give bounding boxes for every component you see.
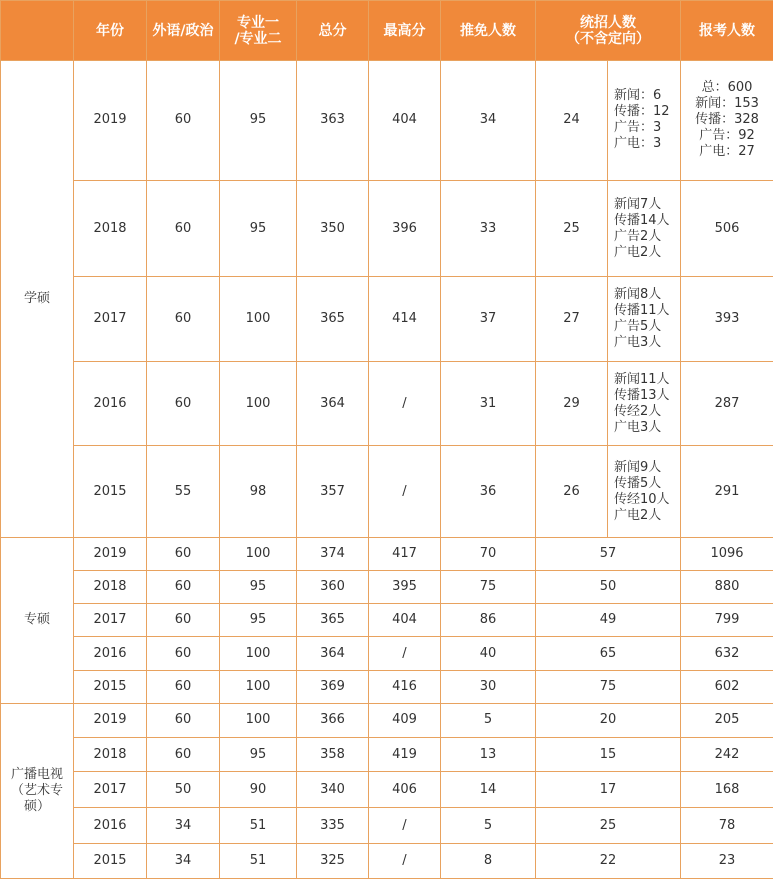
- cell-year: 2019: [74, 537, 147, 570]
- split-line: 新闻8人: [614, 287, 662, 303]
- cell-applicants: 287: [681, 361, 773, 446]
- cell-unified: 17: [536, 772, 681, 808]
- cell-unified: 75: [536, 670, 681, 703]
- cell-exempt: 40: [441, 637, 536, 670]
- header-unified: [536, 1, 681, 61]
- cell-unified: 29: [536, 361, 608, 446]
- cell-major: 100: [220, 361, 297, 446]
- header-row: [1, 1, 773, 61]
- cell-total: 366: [297, 703, 369, 737]
- split-line: 传播：12: [614, 104, 670, 120]
- cell-split: [608, 180, 681, 277]
- cell-total: 369: [297, 670, 369, 703]
- cell-applicants: 602: [681, 670, 773, 703]
- cell-lang: 60: [147, 637, 220, 670]
- cell-major: 98: [220, 446, 297, 538]
- applicants-line: 广电：27: [699, 144, 755, 160]
- header-total: 总分: [297, 1, 369, 61]
- cell-major: 100: [220, 703, 297, 737]
- cell-applicants: 291: [681, 446, 773, 538]
- split-line: 广电2人: [614, 244, 662, 260]
- split-line: 新闻9人: [614, 459, 662, 475]
- cell-applicants: 205: [681, 703, 773, 737]
- cell-lang: 60: [147, 361, 220, 446]
- split-line: 广告：3: [614, 120, 662, 136]
- cell-highest: /: [369, 637, 441, 670]
- cell-total: 335: [297, 808, 369, 843]
- cell-total: 325: [297, 843, 369, 878]
- cell-exempt: 14: [441, 772, 536, 808]
- cell-total: 340: [297, 772, 369, 808]
- group-label-line: （艺术专: [10, 782, 63, 798]
- cell-total: 363: [297, 61, 369, 181]
- cell-lang: 60: [147, 703, 220, 737]
- cell-applicants: 1096: [681, 537, 773, 570]
- cell-major: 100: [220, 537, 297, 570]
- cell-split: [608, 277, 681, 362]
- applicants-line: 广告：92: [699, 128, 755, 144]
- cell-highest: 404: [369, 61, 441, 181]
- cell-applicants: 393: [681, 277, 773, 362]
- cell-lang: 60: [147, 604, 220, 637]
- header-highest: 最高分: [369, 1, 441, 61]
- cell-lang: 34: [147, 808, 220, 843]
- cell-year: 2015: [74, 446, 147, 538]
- cell-exempt: 30: [441, 670, 536, 703]
- header-blank: [1, 1, 74, 61]
- table-row: [1, 277, 773, 362]
- split-line: 广告5人: [614, 319, 662, 335]
- cell-major: 95: [220, 738, 297, 772]
- cell-year: 2018: [74, 571, 147, 604]
- cell-unified: 27: [536, 277, 608, 362]
- split-line: 广告2人: [614, 228, 662, 244]
- split-line: 传播11人: [614, 303, 670, 319]
- cell-lang: 60: [147, 738, 220, 772]
- table-row: [1, 670, 773, 703]
- split-line: 传播5人: [614, 475, 662, 491]
- header-major: [220, 1, 297, 61]
- cell-exempt: 75: [441, 571, 536, 604]
- cell-lang: 55: [147, 446, 220, 538]
- cell-exempt: 37: [441, 277, 536, 362]
- applicants-line: 传播：328: [695, 112, 759, 128]
- split-line: 新闻11人: [614, 371, 670, 387]
- header-applicants: 报考人数: [681, 1, 773, 61]
- cell-unified: 25: [536, 180, 608, 277]
- cell-lang: 50: [147, 772, 220, 808]
- cell-highest: 395: [369, 571, 441, 604]
- table-row: [1, 843, 773, 878]
- cell-unified: 22: [536, 843, 681, 878]
- cell-major: 95: [220, 61, 297, 181]
- cell-exempt: 5: [441, 703, 536, 737]
- cell-applicants: 506: [681, 180, 773, 277]
- cell-applicants: 23: [681, 843, 773, 878]
- cell-major: 90: [220, 772, 297, 808]
- table-row: [1, 361, 773, 446]
- table-row: [1, 637, 773, 670]
- cell-highest: 396: [369, 180, 441, 277]
- cell-total: 364: [297, 637, 369, 670]
- group-label-guangbo: [1, 703, 74, 878]
- table-row: [1, 703, 773, 737]
- cell-total: 350: [297, 180, 369, 277]
- split-line: 广电3人: [614, 335, 662, 351]
- cell-year: 2019: [74, 61, 147, 181]
- cell-exempt: 33: [441, 180, 536, 277]
- cell-applicants: 880: [681, 571, 773, 604]
- cell-highest: 416: [369, 670, 441, 703]
- cell-lang: 60: [147, 61, 220, 181]
- cell-year: 2015: [74, 670, 147, 703]
- cell-highest: /: [369, 843, 441, 878]
- cell-total: 364: [297, 361, 369, 446]
- header-major-line: /专业二: [234, 30, 282, 47]
- table-row: [1, 571, 773, 604]
- group-label-line: 硕）: [23, 798, 50, 814]
- cell-highest: 419: [369, 738, 441, 772]
- table-row: [1, 808, 773, 843]
- cell-highest: 417: [369, 537, 441, 570]
- cell-highest: 404: [369, 604, 441, 637]
- cell-applicants: 242: [681, 738, 773, 772]
- cell-year: 2017: [74, 277, 147, 362]
- cell-split: [608, 361, 681, 446]
- table-row: [1, 537, 773, 570]
- cell-major: 100: [220, 637, 297, 670]
- cell-exempt: 34: [441, 61, 536, 181]
- header-unified-line: （不含定向）: [566, 30, 650, 47]
- cell-total: 357: [297, 446, 369, 538]
- group-label-xueshuo: 学硕: [1, 61, 74, 538]
- cell-highest: 414: [369, 277, 441, 362]
- cell-total: 360: [297, 571, 369, 604]
- cell-exempt: 5: [441, 808, 536, 843]
- cell-year: 2016: [74, 361, 147, 446]
- cell-applicants: 78: [681, 808, 773, 843]
- applicants-line: 总：600: [701, 80, 753, 96]
- header-year: 年份: [74, 1, 147, 61]
- cell-split: [608, 61, 681, 181]
- cell-exempt: 36: [441, 446, 536, 538]
- table-row: [1, 180, 773, 277]
- cell-applicants: 632: [681, 637, 773, 670]
- cell-highest: 409: [369, 703, 441, 737]
- cell-exempt: 13: [441, 738, 536, 772]
- cell-exempt: 31: [441, 361, 536, 446]
- cell-year: 2017: [74, 604, 147, 637]
- split-line: 传经10人: [614, 491, 670, 507]
- group-label-line: 广播电视: [10, 766, 63, 782]
- cell-year: 2017: [74, 772, 147, 808]
- table-row: [1, 772, 773, 808]
- table-row: [1, 604, 773, 637]
- cell-exempt: 70: [441, 537, 536, 570]
- cell-year: 2018: [74, 180, 147, 277]
- cell-year: 2018: [74, 738, 147, 772]
- cell-applicants: [681, 61, 773, 181]
- applicants-line: 新闻：153: [695, 96, 759, 112]
- split-line: 广电：3: [614, 136, 662, 152]
- cell-year: 2019: [74, 703, 147, 737]
- header-exempt: 推免人数: [441, 1, 536, 61]
- cell-unified: 15: [536, 738, 681, 772]
- cell-unified: 24: [536, 61, 608, 181]
- table-row: [1, 446, 773, 538]
- cell-lang: 60: [147, 537, 220, 570]
- cell-unified: 25: [536, 808, 681, 843]
- split-line: 传播13人: [614, 387, 670, 403]
- cell-major: 51: [220, 808, 297, 843]
- cell-major: 95: [220, 604, 297, 637]
- cell-unified: 65: [536, 637, 681, 670]
- header-major-line: 专业一: [237, 14, 279, 31]
- split-line: 传播14人: [614, 212, 670, 228]
- cell-applicants: 168: [681, 772, 773, 808]
- cell-applicants: 799: [681, 604, 773, 637]
- cell-total: 365: [297, 277, 369, 362]
- cell-highest: /: [369, 361, 441, 446]
- cell-exempt: 8: [441, 843, 536, 878]
- cell-total: 358: [297, 738, 369, 772]
- cell-total: 365: [297, 604, 369, 637]
- cell-highest: /: [369, 808, 441, 843]
- table-row: [1, 738, 773, 772]
- split-line: 新闻7人: [614, 196, 662, 212]
- split-line: 广电3人: [614, 419, 662, 435]
- cell-major: 100: [220, 277, 297, 362]
- cell-unified: 57: [536, 537, 681, 570]
- cell-major: 100: [220, 670, 297, 703]
- cell-year: 2015: [74, 843, 147, 878]
- header-unified-line: 统招人数: [580, 14, 636, 31]
- cell-highest: /: [369, 446, 441, 538]
- header-lang-pol: 外语/政治: [147, 1, 220, 61]
- split-line: 传经2人: [614, 403, 662, 419]
- cell-lang: 60: [147, 670, 220, 703]
- cell-year: 2016: [74, 808, 147, 843]
- cell-major: 95: [220, 571, 297, 604]
- cell-lang: 34: [147, 843, 220, 878]
- split-line: 新闻：6: [614, 88, 662, 104]
- cell-total: 374: [297, 537, 369, 570]
- cell-lang: 60: [147, 180, 220, 277]
- cell-major: 95: [220, 180, 297, 277]
- cell-unified: 50: [536, 571, 681, 604]
- cell-unified: 26: [536, 446, 608, 538]
- cell-major: 51: [220, 843, 297, 878]
- split-line: 广电2人: [614, 507, 662, 523]
- cell-lang: 60: [147, 277, 220, 362]
- group-label-zhuanshuo: 专硕: [1, 537, 74, 703]
- cell-exempt: 86: [441, 604, 536, 637]
- cell-unified: 49: [536, 604, 681, 637]
- cell-year: 2016: [74, 637, 147, 670]
- cell-highest: 406: [369, 772, 441, 808]
- cell-lang: 60: [147, 571, 220, 604]
- table-row: [1, 61, 773, 181]
- cell-unified: 20: [536, 703, 681, 737]
- cell-split: [608, 446, 681, 538]
